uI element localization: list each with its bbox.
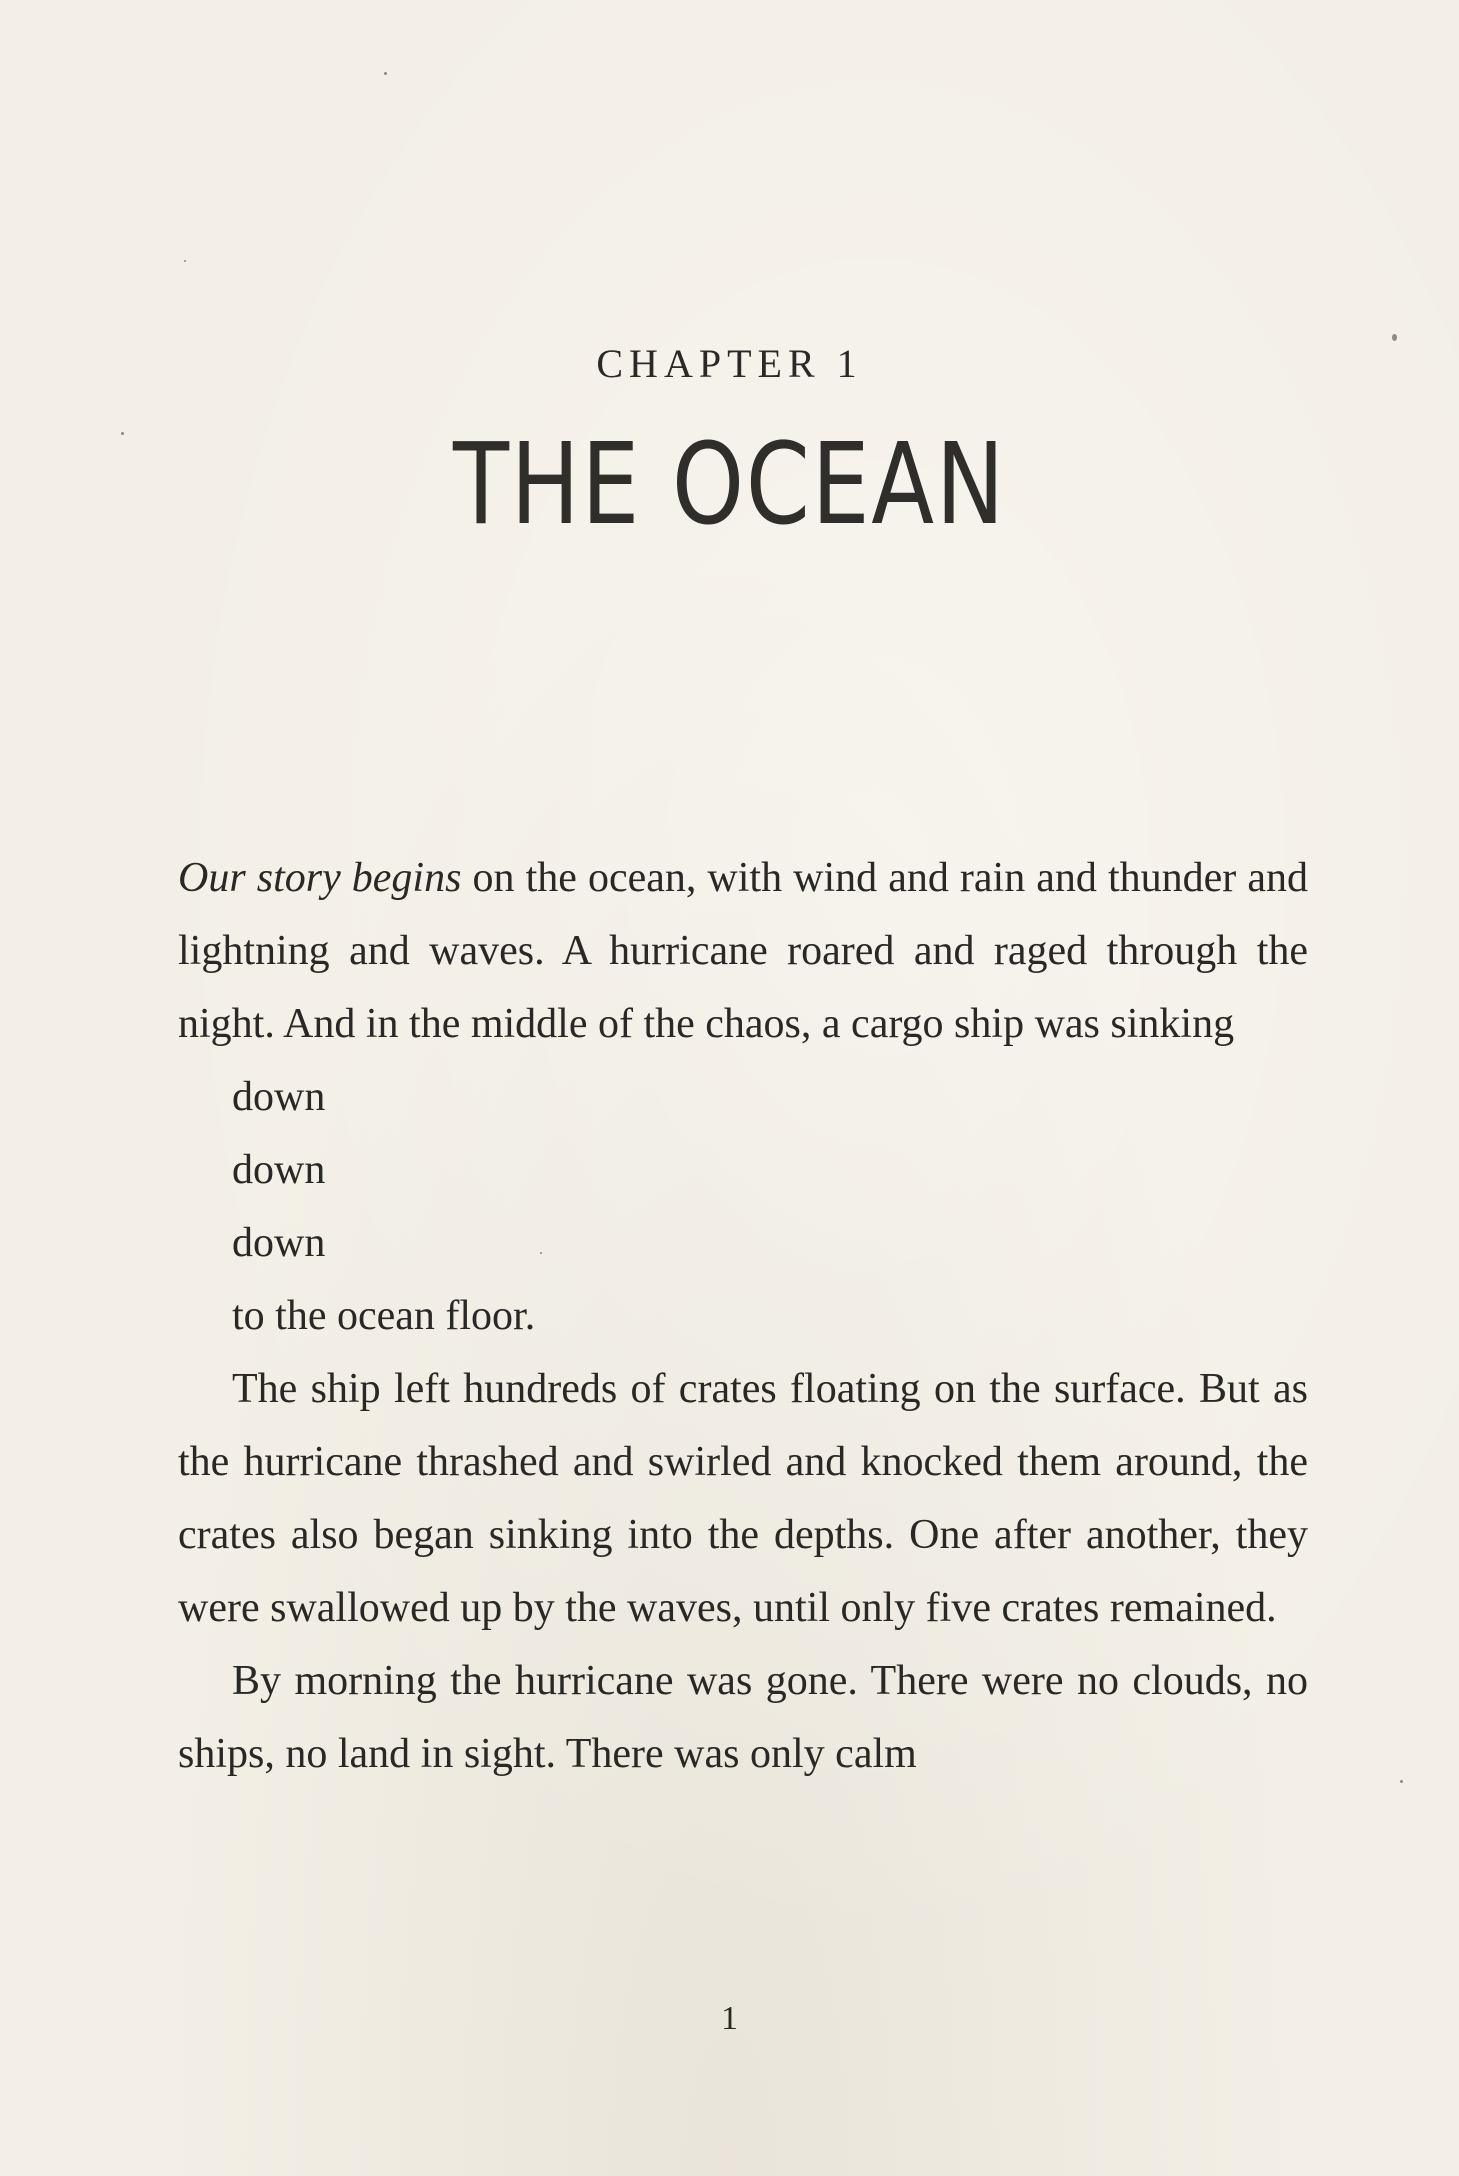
paragraph-1 — [178, 842, 1308, 1061]
page-number: 1 — [721, 2000, 738, 2037]
down-line-1: down — [232, 1074, 326, 1120]
paragraph-3: By morning the hurricane was gone. There were no clouds, no ships, no land in sight. There was only calm — [178, 1658, 1308, 1777]
chapter-label: CHAPTER 1 — [596, 341, 863, 386]
paragraph-2: The ship left hundreds of crates floating on the surface. But as the hurricane thrashed and swirled and knocked them around, the crates also began sinking into the depths. One after another, they were swallowed up by the waves, until only five crates remained. — [178, 1366, 1308, 1631]
down-line-3: down — [232, 1220, 326, 1266]
paragraph-1-text: on the ocean, with wind and rain and thunder and lightning and waves. A hurricane roared and raged through the night. And in the middle of the chaos, a cargo ship was sinking — [178, 855, 1308, 1047]
body-text — [178, 842, 1308, 1791]
opening-italic: Our story begins — [178, 855, 462, 901]
chapter-title: THE OCEAN — [452, 420, 1007, 550]
ocean-floor-line: to the ocean floor. — [232, 1293, 536, 1339]
down-line-2: down — [232, 1147, 326, 1193]
